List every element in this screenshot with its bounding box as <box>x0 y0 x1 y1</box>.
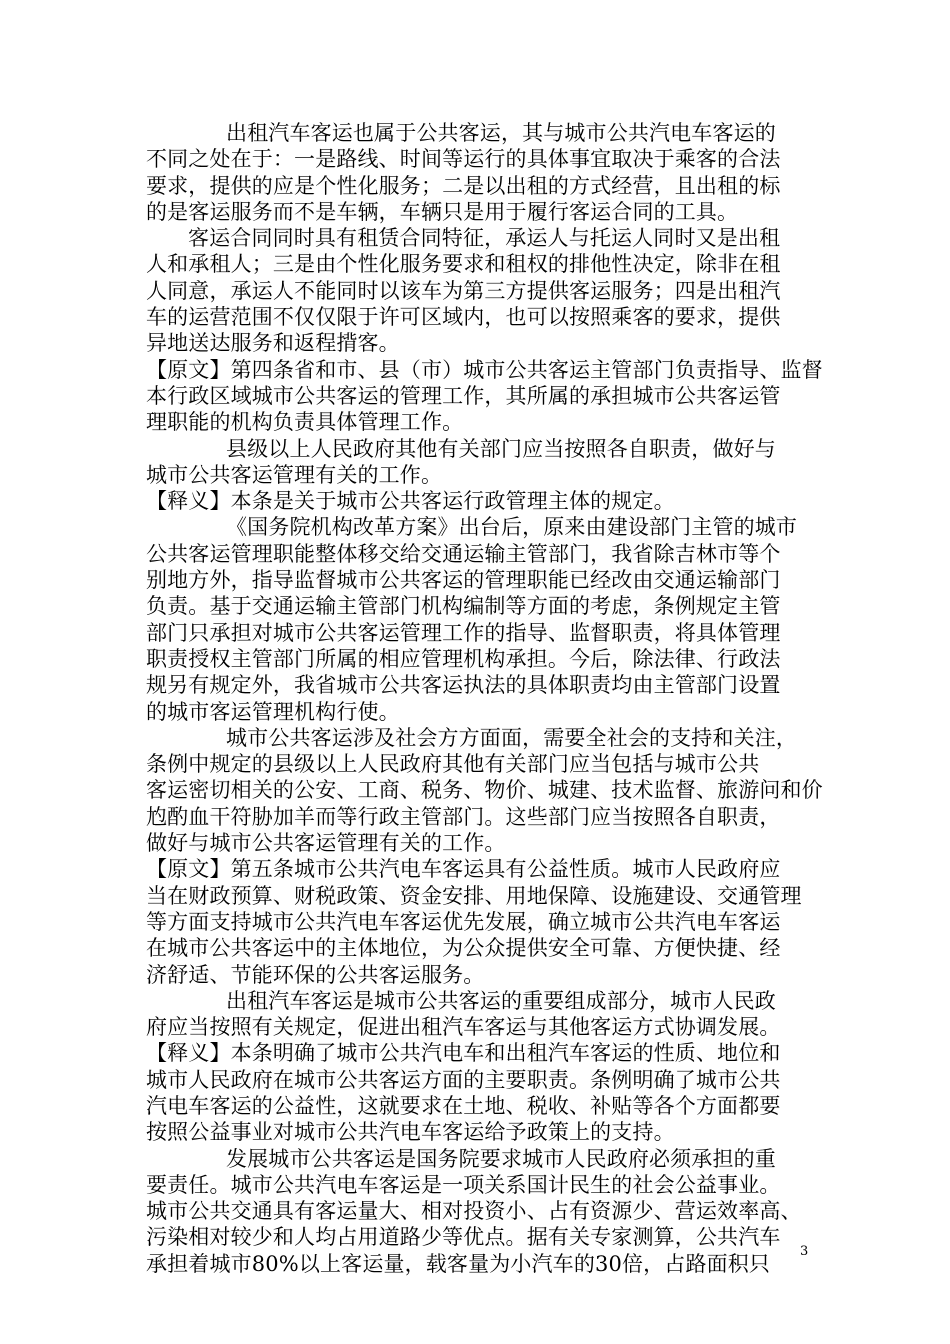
document-body <box>146 120 822 1277</box>
text-line: 【原文】第五条城市公共汽电车客运具有公益性质。城市人民政府应 <box>146 857 781 882</box>
text-line: 城市公共客运管理有关的工作。 <box>146 462 443 487</box>
text-line: 客运合同同时具有租赁合同特征，承运人与托运人同时又是出租 <box>188 226 781 251</box>
text-line: 当在财政预算、财税政策、资金安排、用地保障、设施建设、交通管理 <box>146 883 802 908</box>
text-line: 车的运营范围不仅仅限于许可区域内，也可以按照乘客的要求，提供 <box>146 305 781 330</box>
text-line: 不同之处在于：一是路线、时间等运行的具体事宜取决于乘客的合法 <box>146 147 781 172</box>
text-line: 出租汽车客运也属于公共客运，其与城市公共汽电车客运的 <box>226 121 776 145</box>
text-line: 府应当按照有关规定，促进出租汽车客运与其他客运方式协调发展。 <box>146 1015 781 1040</box>
text-line: 客运密切相关的公安、工商、税务、物价、城建、技术监督、旅游问和价 <box>146 778 823 803</box>
text-line: 【释义】本条明确了城市公共汽电车和出租汽车客运的性质、地位和 <box>146 1041 781 1066</box>
text-line: 要求，提供的应是个性化服务；二是以出租的方式经营，且出租的标 <box>146 173 781 198</box>
text-line: 条例中规定的县级以上人民政府其他有关部门应当包括与城市公共 <box>146 752 760 777</box>
text-line: 要责任。城市公共汽电车客运是一项关系国计民生的社会公益事业。 <box>146 1172 781 1197</box>
text-line: 县级以上人民政府其他有关部门应当按照各自职责，做好与 <box>226 436 776 461</box>
text-line: 发展城市公共客运是国务院要求城市人民政府必须承担的重 <box>226 1146 776 1171</box>
text-line: 的是客运服务而不是车辆，车辆只是用于履行客运合同的工具。 <box>146 199 739 224</box>
text-line: 城市公共交通具有客运量大、相对投资小、占有资源少、营运效率高、 <box>146 1199 802 1224</box>
text-line: 做好与城市公共客运管理有关的工作。 <box>146 831 506 856</box>
text-line: 城市人民政府在城市公共客运方面的主要职责。条例明确了城市公共 <box>146 1067 781 1092</box>
text-line: 异地送达服务和返程揹客。 <box>146 331 400 356</box>
text-line: 人和承租人；三是由个性化服务要求和租权的排他性决定，除非在租 <box>146 252 781 277</box>
text-line: 按照公益事业对城市公共汽电车客运给予政策上的支持。 <box>146 1120 675 1145</box>
text-line: 【原文】第四条省和市、县（市）城市公共客运主管部门负责指导、监督 <box>146 357 823 382</box>
text-line: 济舒适、节能环保的公共客运服务。 <box>146 962 485 987</box>
text-line: 《国务院机构改革方案》出台后，原来由建设部门主管的城市 <box>226 515 798 540</box>
text-line: 尥酌血干符胁加羊而等行政主管部门。这些部门应当按照各自职责， <box>146 804 781 829</box>
text-line: 汽电车客运的公益性，这就要求在土地、税收、补贴等各个方面都要 <box>146 1093 781 1118</box>
text-line: 别地方外，指导监督城市公共客运的管理职能已经改由交通运输部门 <box>146 568 781 593</box>
text-line: 公共客运管理职能整体移交给交通运输主管部门，我省除吉林市等个 <box>146 541 781 566</box>
text-line: 承担着城市80%以上客运量，载客量为小汽车的30倍，占路面积只 <box>146 1251 771 1276</box>
text-line: 职责授权主管部门所属的相应管理机构承担。今后，除法律、行政法 <box>146 646 781 671</box>
text-line: 等方面支持城市公共汽电车客运优先发展，确立城市公共汽电车客运 <box>146 909 781 934</box>
text-line: 理职能的机构负责具体管理工作。 <box>146 410 464 435</box>
text-line: 的城市客运管理机构行使。 <box>146 699 400 724</box>
text-line: 出租汽车客运是城市公共客运的重要组成部分，城市人民政 <box>226 988 776 1013</box>
text-line: 在城市公共客运中的主体地位，为公众提供安全可靠、方便快捷、经 <box>146 936 781 961</box>
text-line: 城市公共客运涉及社会方方面面，需要全社会的支持和关注， <box>226 725 798 750</box>
page-number: 3 <box>800 1244 809 1259</box>
text-line: 规另有规定外，我省城市公共客运执法的具体职责均由主管部门设置 <box>146 673 781 698</box>
text-line: 负责。基于交通运输主管部门机构编制等方面的考虑，条例规定主管 <box>146 594 781 619</box>
text-line: 本行政区域城市公共客运的管理工作，其所属的承担城市公共客运管 <box>146 383 781 408</box>
text-line: 人同意，承运人不能同时以该车为第三方提供客运服务；四是出租汽 <box>146 278 781 303</box>
text-line: 污染相对较少和人均占用道路少等优点。据有关专家测算，公共汽车 <box>146 1225 781 1250</box>
text-line: 【释义】本条是关于城市公共客运行政管理主体的规定。 <box>146 489 675 514</box>
text-line: 部门只承担对城市公共客运管理工作的指导、监督职责，将具体管理 <box>146 620 781 645</box>
